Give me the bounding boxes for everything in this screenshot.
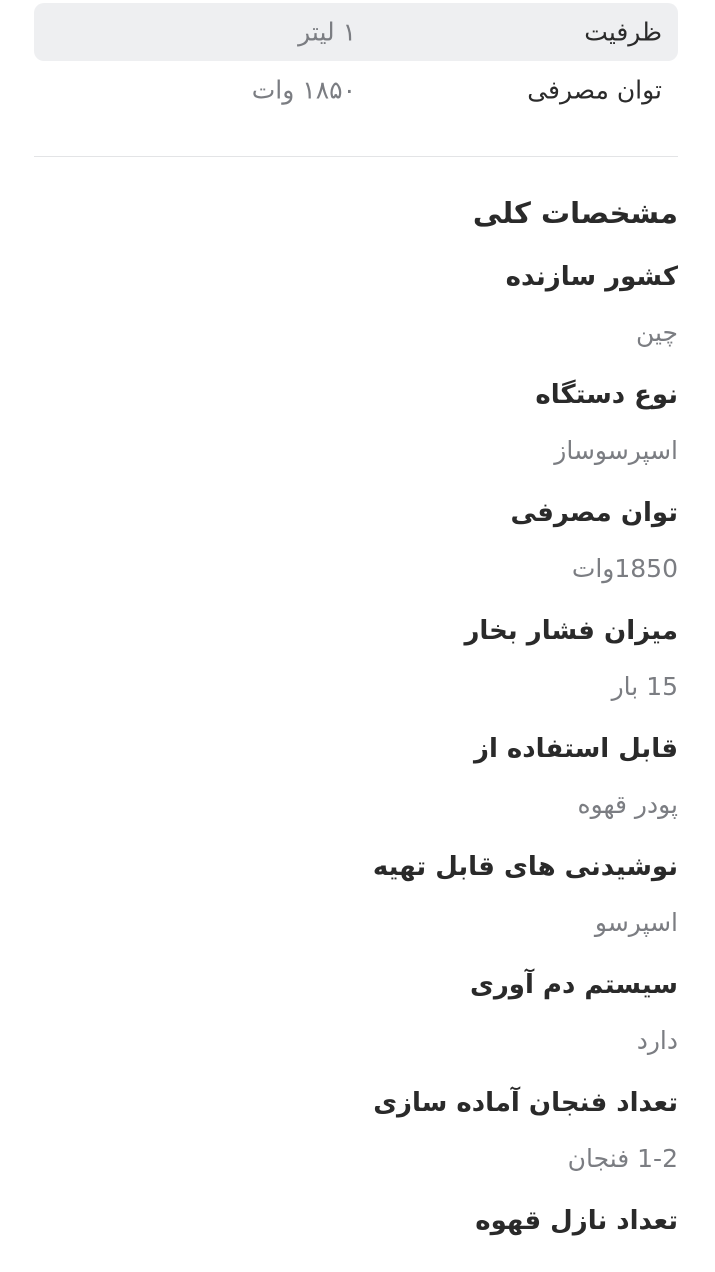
spec-key: ظرفیت [584, 17, 662, 47]
spec-label: تعداد نازل قهوه [475, 1206, 678, 1236]
table-row [34, 61, 678, 119]
spec-item-brewing-system [38, 970, 678, 1088]
spec-label: سیستم دم آوری [469, 970, 678, 1000]
spec-value: 15 بار [611, 672, 678, 701]
spec-item-cups [38, 1088, 678, 1206]
table-row [34, 3, 678, 61]
spec-value: ۱۸۵۰ وات [251, 75, 356, 105]
spec-label: تعداد فنجان آماده سازی [373, 1088, 678, 1118]
spec-item-country [38, 262, 678, 380]
spec-item-usable-with [38, 734, 678, 852]
spec-value: اسپرسو [594, 908, 678, 937]
spec-value: پودر قهوه [577, 790, 678, 819]
spec-item-power [38, 498, 678, 616]
spec-value: دارد [636, 1026, 678, 1055]
spec-value: 1850وات [571, 554, 678, 583]
spec-label: نوع دستگاه [535, 380, 678, 410]
specs-summary-table [34, 3, 678, 119]
section-title: مشخصات کلی [472, 196, 678, 230]
spec-value: چین [635, 318, 678, 347]
spec-value: اسپرسوساز [554, 436, 678, 465]
spec-key: توان مصرفی [527, 75, 662, 105]
spec-label: نوشیدنی های قابل تهیه [372, 852, 678, 882]
spec-value: ۱ لیتر [298, 17, 356, 47]
spec-label: توان مصرفی [510, 498, 678, 528]
spec-item-device-type [38, 380, 678, 498]
spec-value: 1-2 فنجان [567, 1144, 678, 1173]
general-specs-list [38, 262, 678, 1272]
spec-label: میزان فشار بخار [464, 616, 678, 646]
section-divider [34, 156, 678, 157]
spec-label: کشور سازنده [505, 262, 678, 292]
spec-item-pressure [38, 616, 678, 734]
spec-label: قابل استفاده از [473, 734, 678, 764]
spec-item-nozzles [38, 1206, 678, 1272]
spec-item-drinks [38, 852, 678, 970]
